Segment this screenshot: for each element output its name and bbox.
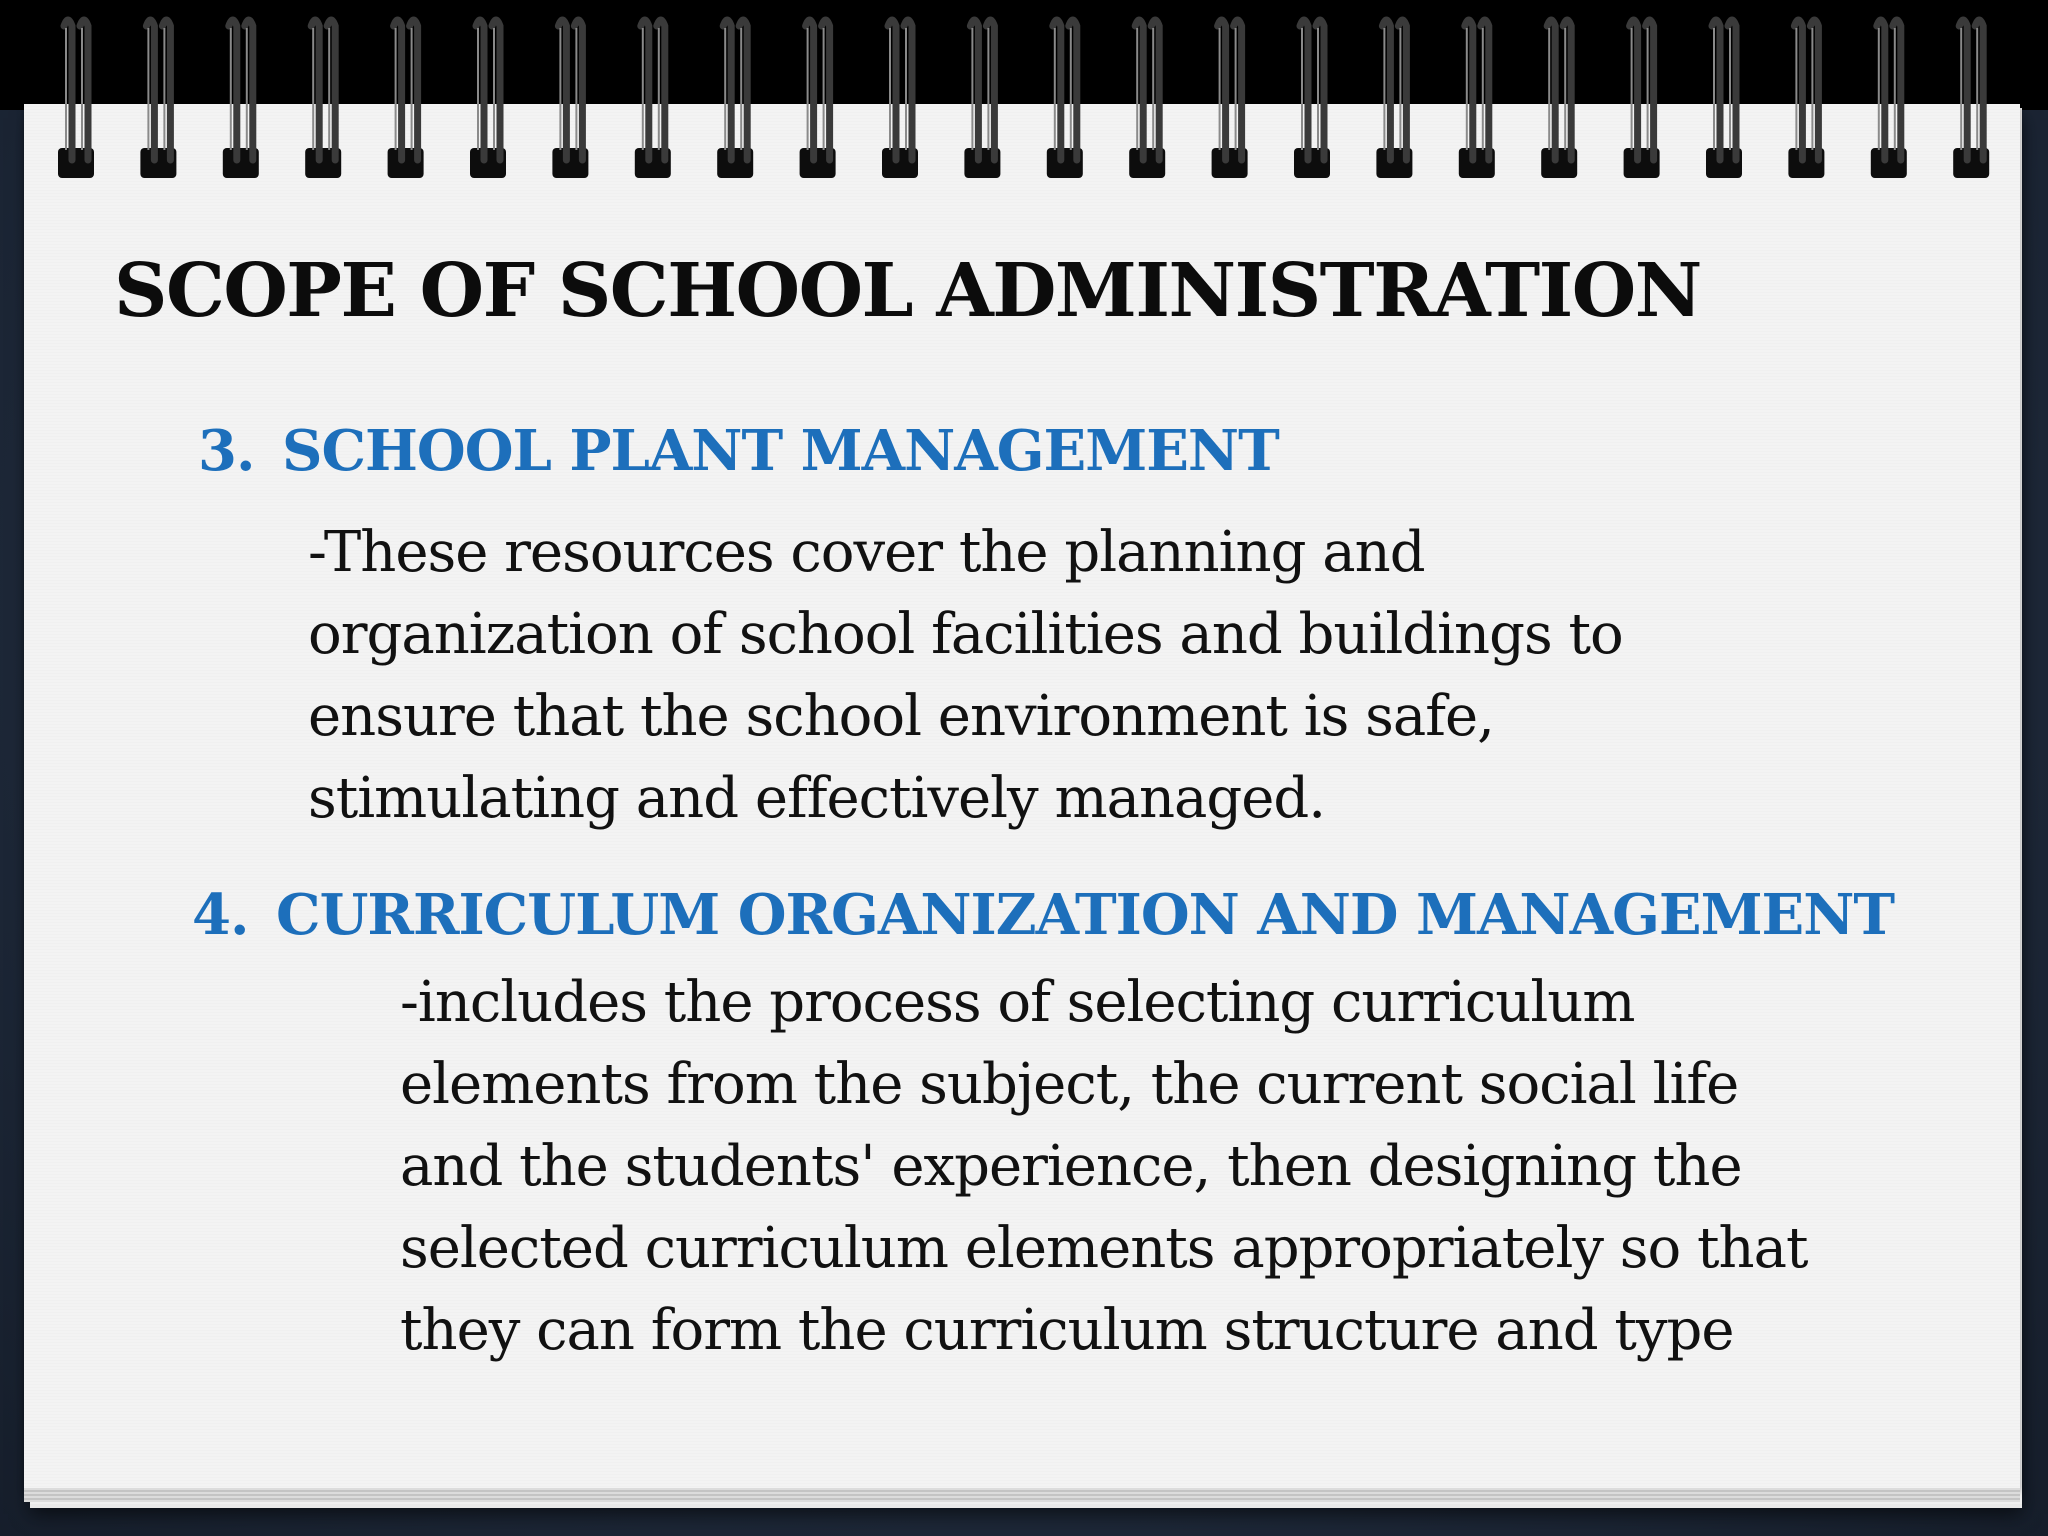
spiral-binding (0, 0, 2048, 190)
section-4-heading (192, 882, 1894, 948)
spiral-ring-icon (635, 20, 671, 178)
section-3-heading (198, 418, 1279, 484)
spiral-ring-icon (1212, 20, 1248, 178)
spiral-ring-icon (800, 20, 836, 178)
spiral-ring-icon (58, 20, 94, 178)
section-4-line: -includes the process of selecting curriculum (400, 970, 1635, 1035)
section-4-line: they can form the curriculum structure and type (400, 1298, 1734, 1363)
spiral-ring-icon (223, 20, 259, 178)
spiral-ring-icon (882, 20, 918, 178)
section-3-line: organization of school facilities and buildings to (308, 602, 1623, 667)
section-3-line: ensure that the school environment is safe, (308, 684, 1494, 749)
section-3-line: -These resources cover the planning and (308, 520, 1425, 585)
spiral-ring-icon (717, 20, 753, 178)
section-4-line: and the students' experience, then designing the (400, 1134, 1742, 1199)
spiral-ring-icon (140, 20, 176, 178)
spiral-ring-icon (1706, 20, 1742, 178)
spiral-ring-icon (1129, 20, 1165, 178)
spiral-ring-icon (1459, 20, 1495, 178)
spiral-ring-icon (1953, 20, 1989, 178)
spiral-ring-icon (1624, 20, 1660, 178)
section-3-description (308, 512, 1623, 840)
spiral-ring-icon (305, 20, 341, 178)
section-3-title: SCHOOL PLANT MANAGEMENT (282, 418, 1279, 484)
section-4-line: selected curriculum elements appropriately so that (400, 1216, 1808, 1281)
spiral-ring-icon (388, 20, 424, 178)
spiral-ring-icon (1541, 20, 1577, 178)
section-4-line: elements from the subject, the current social life (400, 1052, 1739, 1117)
spiral-ring-icon (1376, 20, 1412, 178)
spiral-ring-icon (1294, 20, 1330, 178)
slide-title: SCOPE OF SCHOOL ADMINISTRATION (114, 248, 1701, 334)
section-4-number: 4. (192, 882, 249, 948)
spiral-ring-icon (1788, 20, 1824, 178)
section-4-title: CURRICULUM ORGANIZATION AND MANAGEMENT (276, 882, 1895, 948)
spiral-ring-icon (1871, 20, 1907, 178)
spiral-ring-icon (964, 20, 1000, 178)
spiral-ring-icon (470, 20, 506, 178)
section-3-number: 3. (198, 418, 255, 484)
section-3-line: stimulating and effectively managed. (308, 766, 1326, 831)
spiral-ring-icon (552, 20, 588, 178)
page-edge (24, 1488, 2020, 1502)
spiral-ring-icon (1047, 20, 1083, 178)
section-4-description (400, 962, 1808, 1372)
